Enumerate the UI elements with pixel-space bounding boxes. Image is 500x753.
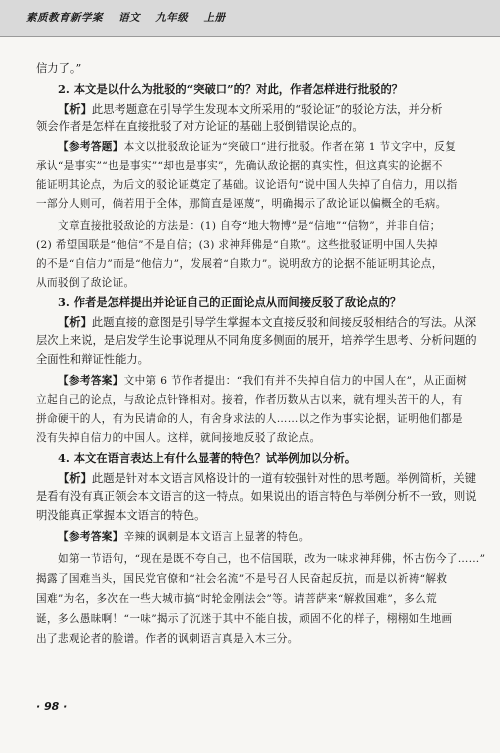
text-line	[58, 219, 441, 233]
line-text: 3. 作者是怎样提出并论证自己的正面论点从而间接反驳了敌论点的？	[58, 295, 402, 309]
text-line	[58, 82, 403, 96]
text-line	[36, 572, 447, 586]
line-text: 明没能真正掌握本文语言的特色。	[36, 509, 206, 522]
page-header	[0, 0, 500, 37]
header-volume: 上册	[203, 12, 226, 24]
line-text: 揭露了国难当头，国民党官僚和“社会名流”不是号召人民奋起反抗，而是以祈祷“解救	[36, 573, 448, 585]
page-number: · 98 ·	[36, 700, 68, 713]
line-text: 的不是“自信力”而是“他信力”，发展着“自欺力”。说明敌方的论据不能证明其论点，	[36, 258, 443, 270]
line-text: 文章直接批驳敌论的方法是：(1) 自夸“地大物博”是“信地”“信物”，并非自信；	[58, 220, 441, 232]
text-line	[36, 257, 443, 271]
section-label: 【析】	[58, 315, 92, 329]
text-line	[36, 62, 81, 76]
text-line	[36, 159, 443, 173]
section-label: 【参考答案】	[58, 375, 124, 387]
header-subject: 语文	[118, 12, 141, 24]
line-text: 出了悲观论者的脸谱。作者的讽刺语言真是入木三分。	[36, 633, 299, 645]
line-text: 此题直接的意图是引导学生掌握本文直接反驳和间接反驳相结合的写法。从深	[91, 316, 477, 329]
section-label: 【析】	[58, 102, 92, 116]
text-line	[58, 552, 485, 566]
text-line	[36, 509, 205, 523]
text-line	[36, 612, 452, 626]
text-line	[36, 632, 299, 646]
text-line	[36, 120, 364, 134]
line-text: 2. 本文是以什么为批驳的“突破口”的？对此，作者怎样进行批驳的？	[58, 82, 404, 96]
header-grade: 九年级	[155, 12, 189, 24]
section-label: 【参考答题】	[58, 141, 124, 153]
text-line	[36, 592, 437, 606]
text-line	[36, 334, 477, 348]
text-line	[58, 451, 356, 465]
line-text: 从而驳倒了敌论证。	[36, 277, 135, 289]
section-label: 【参考答案】	[58, 531, 124, 543]
text-line	[36, 276, 135, 290]
text-line	[36, 353, 149, 367]
line-text: 承认“是事实”“也是事实”“却也是事实”，先确认敌论据的真实性，但这真实的论据不	[36, 160, 443, 172]
line-text: (2) 希望国联是“他信”不是自信；(3) 求神拜佛是“自欺”。这些批驳证明中国人失掉	[36, 239, 438, 251]
text-line	[58, 374, 467, 388]
line-text: 一部分人则可，倘若用于全体，那简直是诬蔑”，明确揭示了敌论证以偏概全的毛病。	[36, 198, 447, 210]
text-line	[58, 140, 456, 154]
section-label: 【析】	[58, 471, 92, 485]
text-line	[36, 490, 477, 504]
line-text: 诞，多么愚昧啊！“一味”揭示了沉迷于其中不能自拔，顽固不化的样子，栩栩如生地画	[36, 613, 453, 625]
line-text: 国难”为名，多次在一些大城市搞“时轮金刚法会”等。请菩萨来“解救国难”，多么荒	[36, 593, 437, 605]
line-text: 拼命硬干的人，有为民请命的人，有舍身求法的人……以之作为事实论据，证明他们都是	[36, 413, 463, 425]
line-text: 信力了。”	[36, 62, 82, 75]
header-series: 素质教育新学案	[26, 12, 103, 24]
header-title	[26, 10, 236, 25]
line-text: 辛辣的讽刺是本文语言上显著的特色。	[123, 531, 310, 543]
line-text: 领会作者是怎样在直接批驳了对方论证的基础上驳倒错误论点的。	[36, 120, 364, 133]
text-line	[36, 197, 447, 211]
line-text: 全面性和辩证性能力。	[36, 353, 149, 366]
text-line	[58, 102, 442, 117]
line-text: 如第一节语句，“现在是既不夸自己，也不信国联，改为一味求神拜佛，怀古伤今了……”	[58, 553, 486, 565]
text-line	[36, 393, 463, 407]
line-text: 文中第 6 节作者提出：“我们有并不失掉自信力的中国人在”，从正面树	[123, 375, 468, 387]
line-text: 本文以批驳敌论证为“突破口”进行批驳。作者在第 1 节文字中，反复	[123, 141, 457, 153]
line-text: 层次上来说，是启发学生论事说理从不同角度多侧面的展开，培养学生思考、分析问题的	[36, 334, 477, 347]
text-line	[58, 530, 310, 544]
line-text: 此题是针对本文语言风格设计的一道有较强针对性的思考题。举例简析，关键	[91, 472, 477, 485]
line-text: 4. 本文在语言表达上有什么显著的特色？试举例加以分析。	[58, 451, 357, 465]
line-text: 此思考题意在引导学生发现本文所采用的“驳论证”的驳论方法，并分析	[91, 103, 443, 116]
line-text: 是看有没有真正领会本文语言的这一特点。如果说出的语言特色与举例分析不一致，则说	[36, 490, 477, 503]
text-line	[36, 412, 463, 426]
text-line	[58, 295, 401, 309]
line-text: 立起自己的论点，与敌论点针锋相对。接着，作者历数从古以来，就有埋头苦干的人，有	[36, 394, 463, 406]
text-line	[36, 178, 458, 192]
text-line	[36, 238, 438, 252]
text-line	[36, 431, 321, 445]
text-line	[58, 315, 476, 330]
text-line	[58, 471, 476, 486]
line-text: 能证明其论点，为后文的驳论证奠定了基础。议论语句“说中国人失掉了自信力，用以指	[36, 179, 458, 191]
line-text: 没有失掉自信力的中国人。这样，就间接地反驳了敌论点。	[36, 432, 321, 444]
